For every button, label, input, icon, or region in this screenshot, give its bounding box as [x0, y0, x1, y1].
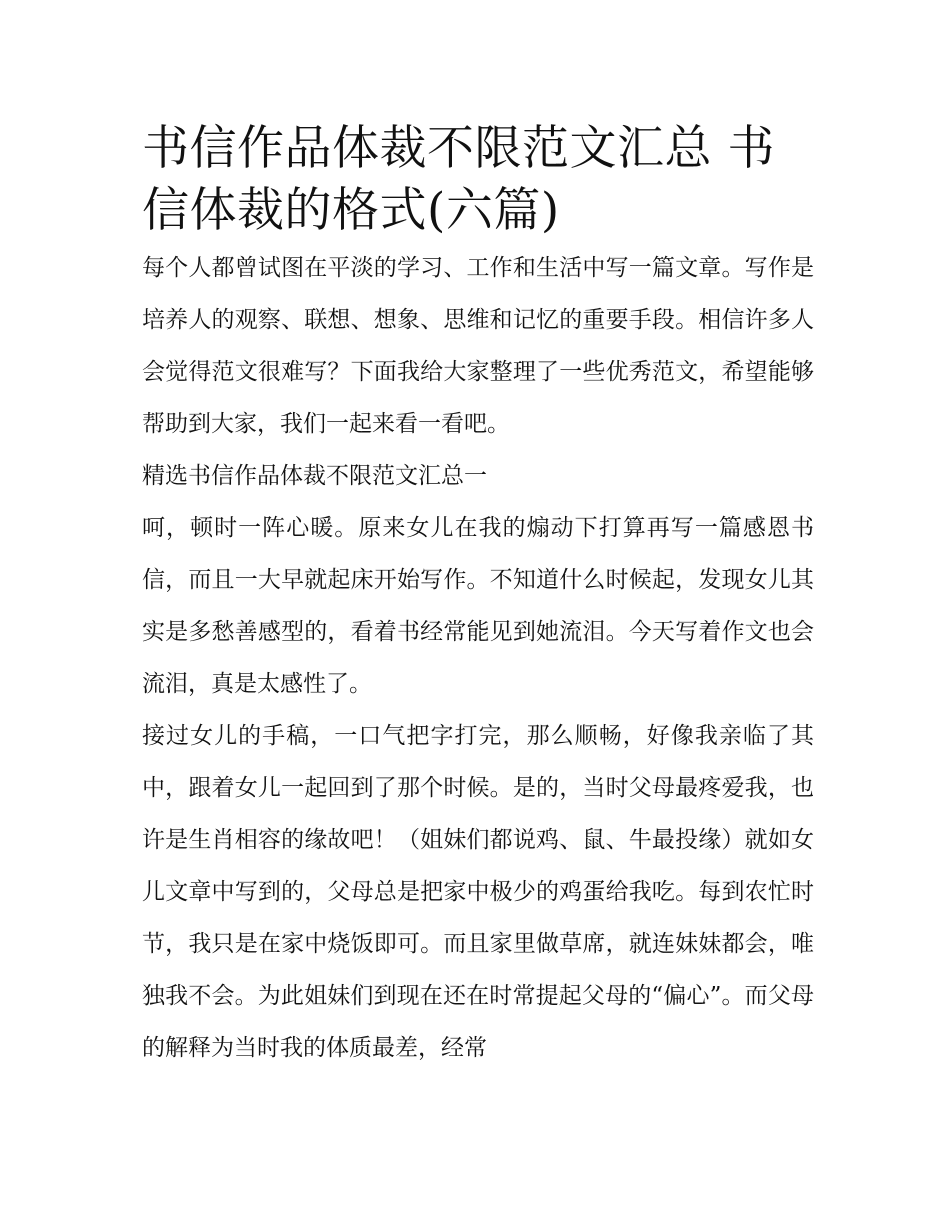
section-heading: 精选书信作品体裁不限范文汇总一: [142, 463, 487, 489]
document-content: [142, 118, 814, 1074]
body-paragraph: 接过女儿的手稿，一口气把字打完，那么顺畅，好像我亲临了其中，跟着女儿一起回到了那个时候。是的，当时父母最疼爱我，也许是生肖相容的缘故吧！（姐妹们都说鸡、鼠、牛最投缘）就如女儿文章中写到的，父母总是把家中极少的鸡蛋给我吃。每到农忙时节，我只是在家中烧饭即可。而且家里做草席，就连妹妹都会，唯独我不会。为此姐妹们到现在还在时常提起父母的“偏心”。而父母的解释为当时我的体质最差，经常: [142, 723, 814, 1061]
body-paragraph: 呵，顿时一阵心暖。原来女儿在我的煽动下打算再写一篇感恩书信，而且一大早就起床开始写作。不知道什么时候起，发现女儿其实是多愁善感型的，看着书经常能见到她流泪。今天写着作文也会流泪，真是太感性了。: [142, 515, 814, 697]
document-title: 书信作品体裁不限范文汇总 书信体裁的格式(六篇): [142, 121, 775, 238]
intro-paragraph: 每个人都曾试图在平淡的学习、工作和生活中写一篇文章。写作是培养人的观察、联想、想象、思维和记忆的重要手段。相信许多人会觉得范文很难写？下面我给大家整理了一些优秀范文，希望能够帮助到大家，我们一起来看一看吧。: [142, 255, 814, 437]
